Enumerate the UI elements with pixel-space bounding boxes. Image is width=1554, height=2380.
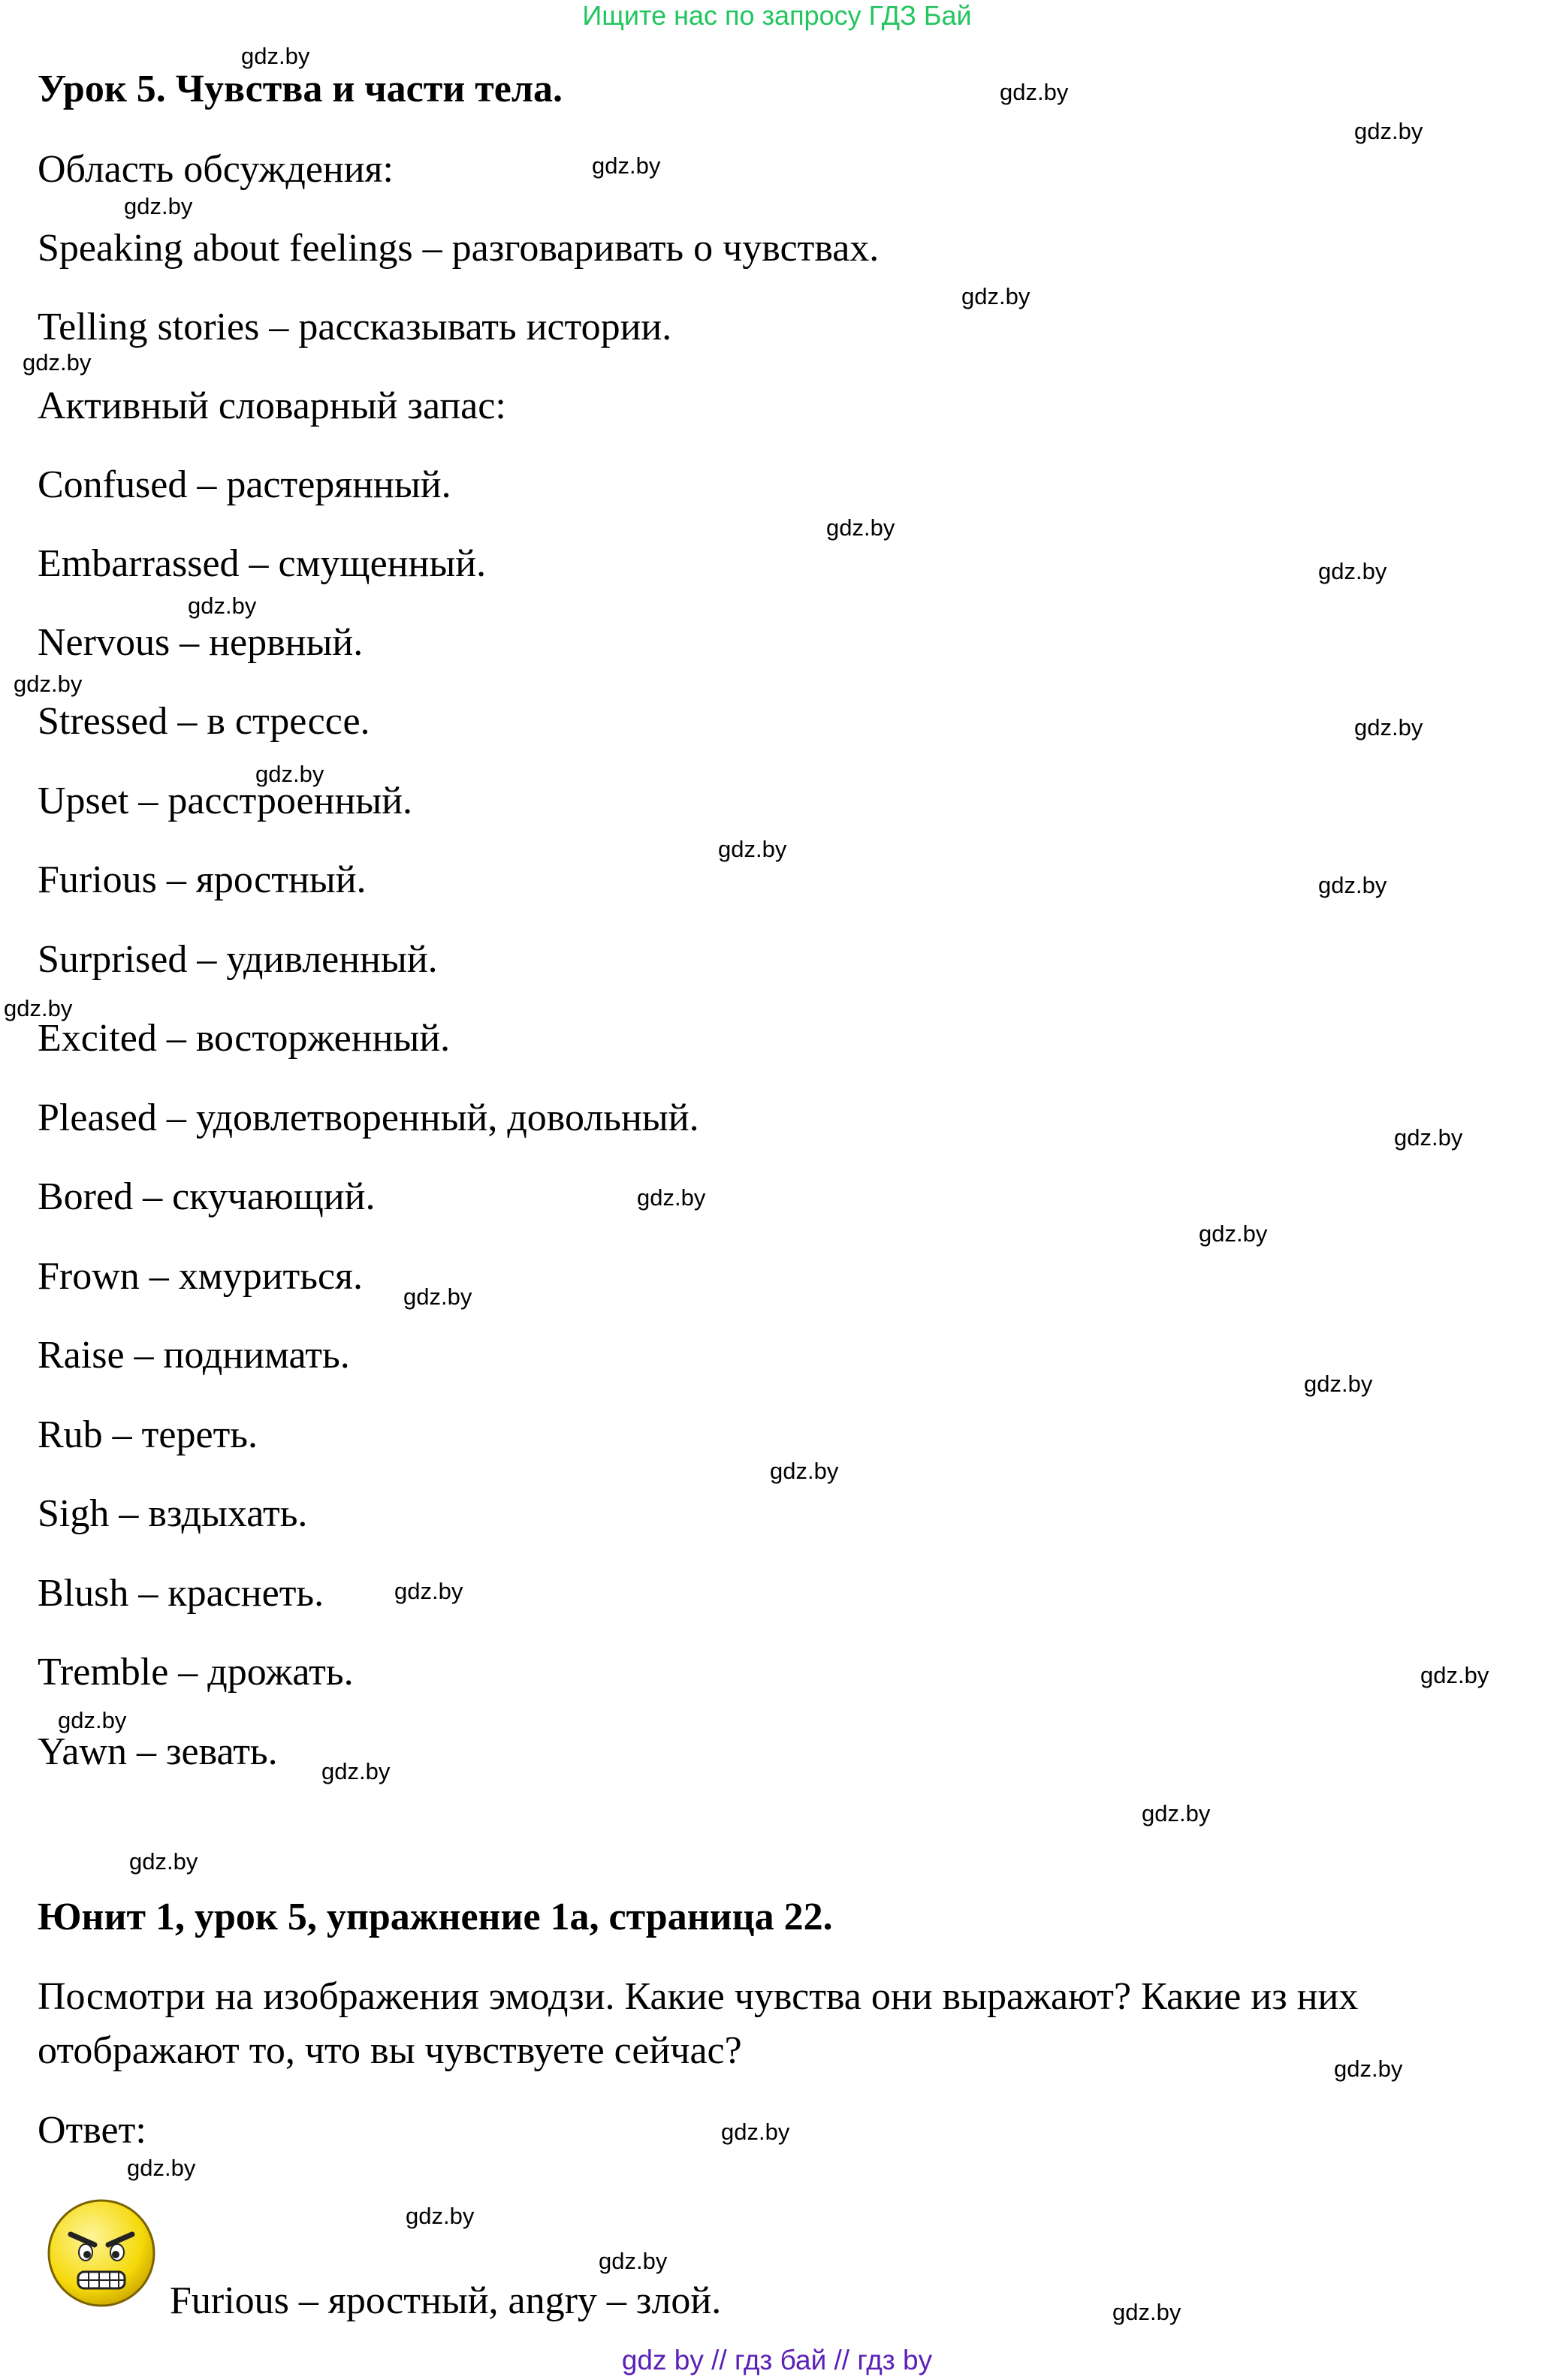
- vocab-item: Stressed – в стрессе.: [38, 700, 370, 743]
- top-banner[interactable]: Ищите нас по запросу ГДЗ Бай: [582, 0, 972, 31]
- topic-heading: Область обсуждения:: [38, 148, 394, 191]
- watermark: gdz.by: [592, 152, 661, 179]
- vocab-item: Yawn – зевать.: [38, 1730, 278, 1773]
- lesson-title: Урок 5. Чувства и части тела.: [38, 68, 563, 110]
- watermark: gdz.by: [637, 1184, 706, 1211]
- watermark: gdz.by: [718, 836, 787, 862]
- footer-links[interactable]: gdz by // гдз бай // гдз by: [621, 2345, 933, 2375]
- watermark: gdz.by: [14, 671, 83, 697]
- watermark: gdz.by: [241, 43, 310, 69]
- answer-label: Ответ:: [38, 2109, 146, 2152]
- watermark: gdz.by: [770, 1458, 839, 1484]
- topic-item: Speaking about feelings – разговаривать о чувствах.: [38, 227, 880, 270]
- watermark: gdz.by: [406, 2203, 475, 2229]
- watermark: gdz.by: [188, 593, 257, 619]
- topic-item: Telling stories – рассказывать истории.: [38, 306, 672, 348]
- watermark: gdz.by: [961, 283, 1030, 309]
- vocab-item: Surprised – удивленный.: [38, 938, 438, 981]
- watermark: gdz.by: [1318, 558, 1387, 584]
- vocab-item: Confused – растерянный.: [38, 463, 451, 506]
- vocab-item: Bored – скучающий.: [38, 1175, 376, 1218]
- watermark: gdz.by: [721, 2119, 790, 2145]
- furious-emoji-icon: [45, 2197, 158, 2309]
- answer-text: Furious – яростный, angry – злой.: [170, 2279, 722, 2322]
- watermark: gdz.by: [1354, 118, 1423, 144]
- vocab-item: Upset – расстроенный.: [38, 780, 413, 822]
- exercise-title: Юнит 1, урок 5, упражнение 1а, страница 22.: [38, 1896, 833, 1938]
- vocab-item: Furious – яростный.: [38, 858, 367, 901]
- watermark: gdz.by: [1394, 1124, 1463, 1151]
- vocab-item: Tremble – дрожать.: [38, 1651, 354, 1694]
- watermark: gdz.by: [1000, 79, 1069, 105]
- watermark: gdz.by: [1354, 714, 1423, 741]
- watermark: gdz.by: [1318, 872, 1387, 898]
- watermark: gdz.by: [4, 995, 73, 1021]
- watermark: gdz.by: [1420, 1662, 1489, 1688]
- vocab-item: Raise – поднимать.: [38, 1334, 350, 1377]
- watermark: gdz.by: [129, 1848, 198, 1875]
- vocab-item: Pleased – удовлетворенный, довольный.: [38, 1096, 699, 1139]
- vocab-heading: Активный словарный запас:: [38, 385, 506, 427]
- watermark: gdz.by: [321, 1758, 391, 1784]
- vocab-item: Rub – тереть.: [38, 1413, 258, 1456]
- watermark: gdz.by: [255, 761, 324, 787]
- watermark: gdz.by: [1304, 1371, 1373, 1397]
- vocab-item: Blush – краснеть.: [38, 1572, 324, 1615]
- watermark: gdz.by: [23, 349, 92, 376]
- vocab-item: Frown – хмуриться.: [38, 1255, 363, 1298]
- watermark: gdz.by: [403, 1284, 472, 1310]
- vocab-item: Embarrassed – смущенный.: [38, 542, 487, 585]
- watermark: gdz.by: [394, 1578, 463, 1604]
- watermark: gdz.by: [127, 2155, 196, 2181]
- vocab-item: Sigh – вздыхать.: [38, 1492, 308, 1535]
- exercise-text: Посмотри на изображения эмодзи. Какие чувства они выражают? Какие из них отображают то, что вы чувствуете сейчас?: [38, 1975, 1359, 2072]
- watermark: gdz.by: [1334, 2056, 1403, 2082]
- vocab-item: Excited – восторженный.: [38, 1017, 451, 1060]
- vocab-item: Nervous – нервный.: [38, 621, 364, 664]
- watermark: gdz.by: [1112, 2299, 1181, 2325]
- watermark: gdz.by: [1142, 1800, 1211, 1826]
- watermark: gdz.by: [826, 514, 895, 541]
- watermark: gdz.by: [1199, 1220, 1268, 1247]
- watermark: gdz.by: [124, 193, 193, 219]
- watermark: gdz.by: [599, 2248, 668, 2274]
- watermark: gdz.by: [58, 1707, 127, 1733]
